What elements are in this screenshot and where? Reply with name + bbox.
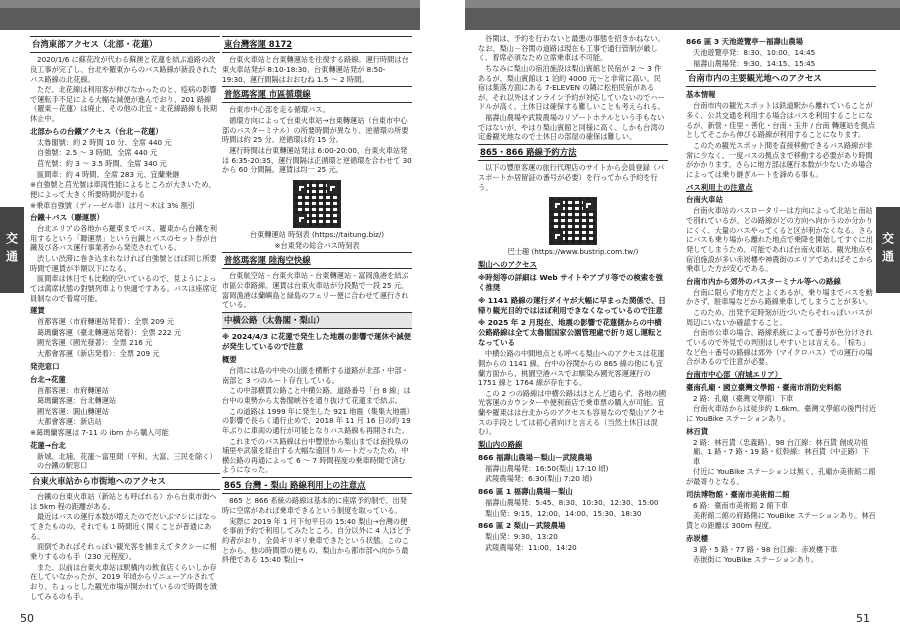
subheading: 林百貨	[686, 426, 709, 436]
section-heading: 台東火車站から市街地へのアクセス	[30, 473, 220, 490]
body-paragraph: これまでのバス路線は台中豐原から梨山までは南投県の埔里や武嶺を経由する大幅な遠回りルートだったため、中横公路の再通によって 6 ～ 7 時間程度の乗車時間で済むようになった。	[222, 436, 409, 475]
section-heading: 中橫公路（太魯閣・梨山）	[222, 312, 412, 329]
body-paragraph: 武陵農場発：11:00、14:20	[485, 542, 577, 552]
body-paragraph: 首都客運：市府轉運站	[37, 385, 109, 395]
qr-caption: 巴士趣 (https://www.bustrip.com.tw/)	[507, 247, 639, 257]
subheading: 866 區 3 天池遊覽亭－福壽山農場	[686, 37, 803, 46]
body-paragraph: 台南に限らず地方だとよくあるが、乗り場までバスを動かさず、駐車場などから路線乗車してしまうことが多い。	[686, 287, 873, 307]
body-paragraph: 谷関は、予約を行わないと最悪の事態を招きかねない。なお、梨山－谷関の道路は現在も工事で通行管制が厳しく、着席必須なため立席乗車は不可能。	[478, 34, 665, 63]
body-paragraph: 自強號：2.5 ～ 3 時間、全席 440 元	[37, 148, 158, 158]
body-paragraph: 天池遊覽亭発：8:30、10:00、14:45	[693, 47, 816, 57]
header-band-left	[0, 0, 420, 30]
body-paragraph: 區間車は休日でも比較的空いているので、見ようによっては満席状態の對號列車より快適ですある。バスは座席定員制なので着席可能。	[30, 274, 217, 303]
body-paragraph: 循環方向によって台東火車站→台東轉運站（台東市中心部のバスターミナル）の所要時間が異なり、逆循環の所要時間は約 25 分、逆循環は約 15 分。	[222, 116, 409, 145]
section-heading: 普悠瑪客運 市區循環線	[222, 86, 412, 103]
subheading: 梨山へのアクセス	[478, 259, 537, 269]
qr-caption: 台東轉運站 時刻表 (https://taitung.biz/)	[249, 229, 385, 239]
body-paragraph: 運行時間は台東轉運站発は 6:00-20:00、台東火車站発は 6:35-20:35、運行間隔は正循環と逆循環を合わせて 30 から 60 分間隔。運賃は均一 25 元。	[222, 145, 412, 175]
body-paragraph: 台東火車站と台東轉運站を往復する路線。運行時間は台東火車站発が 8:10-18:30、台東轉運站発が 8:50-19:30、運行間隔はおおむね 1.5 ～ 2 時間。	[222, 55, 409, 84]
body-paragraph: この道路は 1999 年に発生した 921 地震（集集大地震）の影響で長らく通行止めで、2018 年 11 月 16 日の約 19 年ぶりに車両の通行が可能となりバス路線も再開された。	[222, 406, 411, 435]
section-heading: 865・866 路線予約方法	[478, 144, 668, 161]
body-paragraph: ただ、北花線は利用客が伸びなかったのと、疫病の影響で運転手不足による大幅な減便が進んでおり、201 路線（羅東－花蓮）は廃止、その他の北宜・北花線路線も長期休止中。	[30, 85, 217, 124]
body-paragraph: 赤嵌街に YouBike ステーションあり。	[693, 555, 819, 565]
qr-code-image	[549, 197, 597, 245]
column-4	[686, 34, 876, 594]
body-paragraph: 台湾には島の中央の山脈を横断する道路が北部・中部・南部と 3 つのルート存在している。	[222, 366, 409, 385]
subheading: ※ 2025 年 2 月現在、地震の影響で花蓮側からの中横公路路線は全て太魯閣国家公園管理處で折り返し運転となっている	[478, 318, 663, 348]
subheading: 概要	[222, 355, 237, 365]
body-paragraph: 面倒であればそれっぽい観光客を捕まえてタクシーに相乗りするのも手（230 元程度）。	[30, 542, 217, 562]
body-paragraph: ※自強號と莒光號は車両性能によるところが大きいため、便によって大きく所要時間が変わる	[30, 180, 216, 199]
body-paragraph: 太魯閣號：約 2 時間 10 分、全席 440 元	[37, 137, 172, 147]
body-paragraph: 台鐵の台東火車站（新站とも呼ばれる）から台東市街へは 5km 程の距離がある。	[30, 492, 217, 511]
section-heading: 台湾東部アクセス（北部・花蓮）	[30, 36, 220, 53]
body-paragraph: 首都客運（市府轉運站発着）：全票 209 元	[37, 317, 174, 327]
body-paragraph: 台南市公車の場合、路線系統によって番号が色分けされているので外見での判別はしやすいとは言える。「棕ち」など色＋番号の路線は郊外（マイクロバス）での運行の場合があるので注意が必要。	[686, 328, 873, 367]
body-paragraph: 台東航空站 - 台東火車站 - 台東轉運站 - 富岡漁港を結ぶ市區公車路線。運賃は台東火車站が分段點で一段 25 元。富岡漁港は蘭嶼島と緑島のフェリー便に合わせて運行されている。	[222, 271, 409, 310]
body-paragraph: 福壽山農場発：16:50(梨山 17:10 頃)	[485, 463, 609, 473]
subheading: 梨山内の路線	[478, 440, 523, 449]
subheading: 発売窓口	[30, 361, 60, 371]
section-heading: 台南市内の主要観光地へのアクセス	[686, 70, 876, 87]
subheading: 台南火車站	[686, 195, 723, 205]
body-paragraph: 葛瑪蘭客運：台北轉運站	[37, 396, 117, 406]
body-paragraph: 渋しい渋滞に巻き込まれなければ自強號とほぼ同じ所要時間で運賃が半額以下になる。	[30, 253, 217, 273]
body-paragraph: この中部横貫公路こと中横公路、道路番号「台 8 線」は台中の東勢から太魯閣峡谷を通り抜けて花蓮まで結ぶ。	[222, 386, 411, 405]
section-heading: 東台灣客運 8172	[222, 36, 412, 53]
qr-caption: ※台東発の総合バス時刻表	[274, 240, 360, 250]
body-paragraph: このため観光スポット間を直接移動できるバス路線が非常に少なく、一度バスの拠点まで移動する必要があり時間がかかります。さらに地方部は運行本数が少ないため場合によっては乗り継ぎルートを諦める事も。	[686, 140, 873, 179]
page-number-right: 51	[856, 612, 870, 625]
subheading: 台北→花蓮	[30, 374, 66, 384]
section-heading: 普悠瑪客運 陸海空快線	[222, 252, 412, 269]
subheading: 866 福壽山農場－梨山－武陵農場	[478, 452, 593, 462]
subheading: 866 區 1 福壽山農場－梨山	[478, 487, 573, 497]
body-paragraph: 梨山発：9:15、12:00、14:00、15:30、18:30	[485, 508, 642, 518]
header-band-right	[465, 0, 900, 30]
body-paragraph: ※乗車自強號（ディーゼル車）は月～木は 3% 割引	[30, 200, 196, 210]
column-1	[30, 34, 220, 601]
subheading: 司法博物館・臺南市美術館二館	[686, 489, 790, 499]
body-paragraph: 新城、北埔、花蓮～富里間（平和、大富、三民を除く）の台鐵の駅窓口	[37, 451, 217, 471]
body-paragraph: 葛瑪蘭客運（臺北轉運站発着）：全票 222 元	[37, 327, 182, 337]
body-paragraph: 福壽山農場発：9:30、14:15、15:45	[693, 58, 816, 68]
body-paragraph: 區間車：約 4 時間、全席 283 元、宜蘭乗継	[37, 169, 180, 179]
body-paragraph: 大都會客運（新店発着）：全票 209 元	[37, 349, 160, 359]
body-paragraph: 付近に YouBike ステーションは無く、孔廟か美術館二館が最寄りとなる。	[686, 467, 876, 487]
subheading: 866 區 2 梨山－武陵農場	[478, 521, 566, 531]
body-paragraph: 865 と 866 系統の路線は基本的に座席予約制で、出発時に空席があれば乗車できるという制度を取っている。	[222, 496, 407, 515]
subheading: 台南市中心部（府城エリア）	[686, 369, 783, 379]
body-paragraph: 中横公路の中間地点とも呼べる梨山へのアクセスは花蓮側からの 1141 線、台中の谷関からの 865 線の他にも宜蘭方面から、桃園空港バスでお馴染み國光客運運行の 1751 線と 1764 線が存在する。	[478, 349, 665, 388]
body-paragraph: 台東市中心部を走る循環バス。	[229, 105, 330, 115]
subheading: ※ 2024/4/3 に花蓮で発生した地震の影響で運休や減便が発生しているので注意	[222, 332, 412, 352]
body-paragraph: ※葛瑪蘭客運は 7-11 の ibrn から購入可能	[30, 428, 169, 438]
subheading: 花蓮→台北	[30, 440, 66, 450]
body-paragraph: 台南火車站のバスロータリーは方向によって北站と南站で別れているが、どの路線がどの方向へ向かうのか分かりにくく、大量のバスやってくると区が利かなくなる。さらにバスも乗り場から離れた地点で乗降を開始してすぐに出発してしまうため、可能であれば台南火車站、観光地点や宿泊施設が多い赤崁樓や神農街のエリアであればそこから乗車した方が安心である。	[686, 206, 874, 274]
body-paragraph: 莒光號：約 3 ～ 3.5 時間、全席 340 元	[37, 158, 167, 168]
body-paragraph: 3 路・5 路・77 路・98 台江線：赤崁樓下車	[693, 544, 838, 554]
body-paragraph: 美術館二館の府路側に YouBike ステーションあり。林百貨との距離は 300m 程度。	[686, 511, 876, 530]
body-paragraph: 梨山発：9:30、13:20	[485, 532, 558, 542]
column-3	[478, 34, 668, 594]
body-paragraph: ちなみに梨山の宿泊施設は梨山賓館と民宿が 2 ～ 3 件あるが、梨山賓館は 1 泊約 4000 元～と非常に高い。民宿は集落方面にある 7-ELEVEN の隣に松柏民宿があるが、それ以外はオンライン予約が対応していないのでハードルが高く、土休日は確保する難しいことも考えられる。	[478, 63, 665, 112]
body-paragraph: 2 路：林百貨（忠義路）、98 台江線：林百貨 創成功祖廟、1 路・7 路・19 路・紅幹線：林百貨（中正路）下車	[693, 437, 870, 466]
section-tab-left: 交通	[0, 207, 24, 293]
section-heading: 865 台灣 - 梨山 路線利用上の注意点	[222, 477, 412, 494]
body-paragraph: このため、出発予定時刻が近づいたらそれっぽいバスが周辺にいないか確認すること。	[686, 308, 873, 327]
body-paragraph: 台南火車站からは徒歩約 1.6km。臺灣文學館の後門付近に YouBike ステーションあり。	[686, 404, 877, 423]
subheading: ※時刻等の詳細は Web サイトやアプリ等での検索を強く推奨	[478, 272, 663, 292]
body-paragraph: 2020/1/6 に蘇花改が代わる蘇澳と花蓮を結ぶ道路の改良工事が完了し、台北や羅東からのバス路線が新設されたバス路線の北花線。	[30, 55, 217, 84]
body-paragraph: 台南市内の観光スポットは鉄道駅から離れていることが多く、公共交通を利用する場合はバスを利用することになるが、新營・佳里・善化・台南・玉井 / 台南 轉運站を拠点としてそこから伸びる路線が利用することになります。	[686, 101, 875, 140]
body-paragraph: 武陵農場発：6:30(梨山 7:20 頃)	[485, 474, 593, 484]
subheading: 台南市内から郊外のバスターミナル等への路線	[686, 276, 841, 286]
body-paragraph: この 2 つの路線は中横公路はほとんど通らず、各地の國光客運のカウンターや便利商店で乗車票の購入が可能。宜蘭や羅東はは台北からのアクセスも容易なので梨山アクセスの手段としては初心者向けと言える（当然土休日は混む）。	[478, 388, 667, 437]
body-paragraph: 6 路：臺南市美術館 2 館下車	[693, 500, 789, 510]
body-paragraph: 福壽山農場発：5:45、8:30、10:30、12:30、15:00	[485, 498, 659, 508]
section-tab-right: 交通	[876, 207, 900, 293]
subheading: 台鐵＋バス（聯運票）	[30, 213, 104, 223]
body-paragraph: 大都會客運：新店站	[37, 417, 102, 427]
subheading: 運賃	[30, 306, 45, 316]
subheading: ※ 1141 路線の運行ダイヤが大幅に早まった関係で、日帰り観光目的ではほぼ利用できなくなっているので注意	[478, 295, 666, 315]
body-paragraph: 2 路：孔廟（臺灣文學館）下車	[693, 393, 794, 403]
body-paragraph: 台北エリアの各地から羅東までバス、羅東から台鐵を利用するという「聯運票」という台鐵とバスのセット券が台鐵及び各バス運行事業者から発売されている。	[30, 224, 217, 253]
qr-code-image	[293, 180, 341, 228]
subheading: 北部からの台鐵アクセス（台北－花蓮）	[30, 126, 163, 136]
body-paragraph: 実際に 2019 年 1 月下旬平日の 15:40 梨山→台灣の便を事前予約で利用してみたところ、自分以外に 4 人ほど予約者がおり、全員ギリギリ乗車できたという状態。このことから、他の時間帯の便もの、梨山から都市部へ向かう最終便である 15:40 梨山→	[222, 516, 411, 565]
column-2	[222, 34, 412, 594]
body-paragraph: 以下の豐原客運の旅行代理店のサイトから会員登録（パスポートか居留証の番号が必要）を行ってから予約を行う。	[478, 163, 665, 192]
subheading: 臺南孔廟・國立臺灣文學館・臺南市消防史料館	[686, 382, 842, 392]
body-paragraph: 福壽山農場や武陵農場のリゾートホテルという手もないではないが、やはり梨山賓館と同様に高く、しかも台湾の定番観光地なので土休日の部屋の確保は難しい。	[478, 113, 665, 142]
page-number-left: 50	[20, 612, 34, 625]
subheading: 赤崁樓	[686, 533, 709, 543]
body-paragraph: また、以前は台東火車站は駅構内の飲食店くらいしか存在していなかったが、2019 年頃からリニューアルされており、ちょっとした観光市場が開かれているので時間を潰してみるのも手。	[30, 562, 217, 601]
subheading: 基本情報	[686, 90, 716, 100]
body-paragraph: 最近はバスの運行本数が増えたのでだいぶマシにはなってきたものの、それでも 1 時間近く開くことが普通にある。	[30, 512, 217, 541]
body-paragraph: 國光客運：圓山轉運站	[37, 406, 109, 416]
body-paragraph: 國光客運（國光發著）：全票 216 元	[37, 338, 153, 348]
subheading: バス利用上の注意点	[686, 182, 753, 192]
